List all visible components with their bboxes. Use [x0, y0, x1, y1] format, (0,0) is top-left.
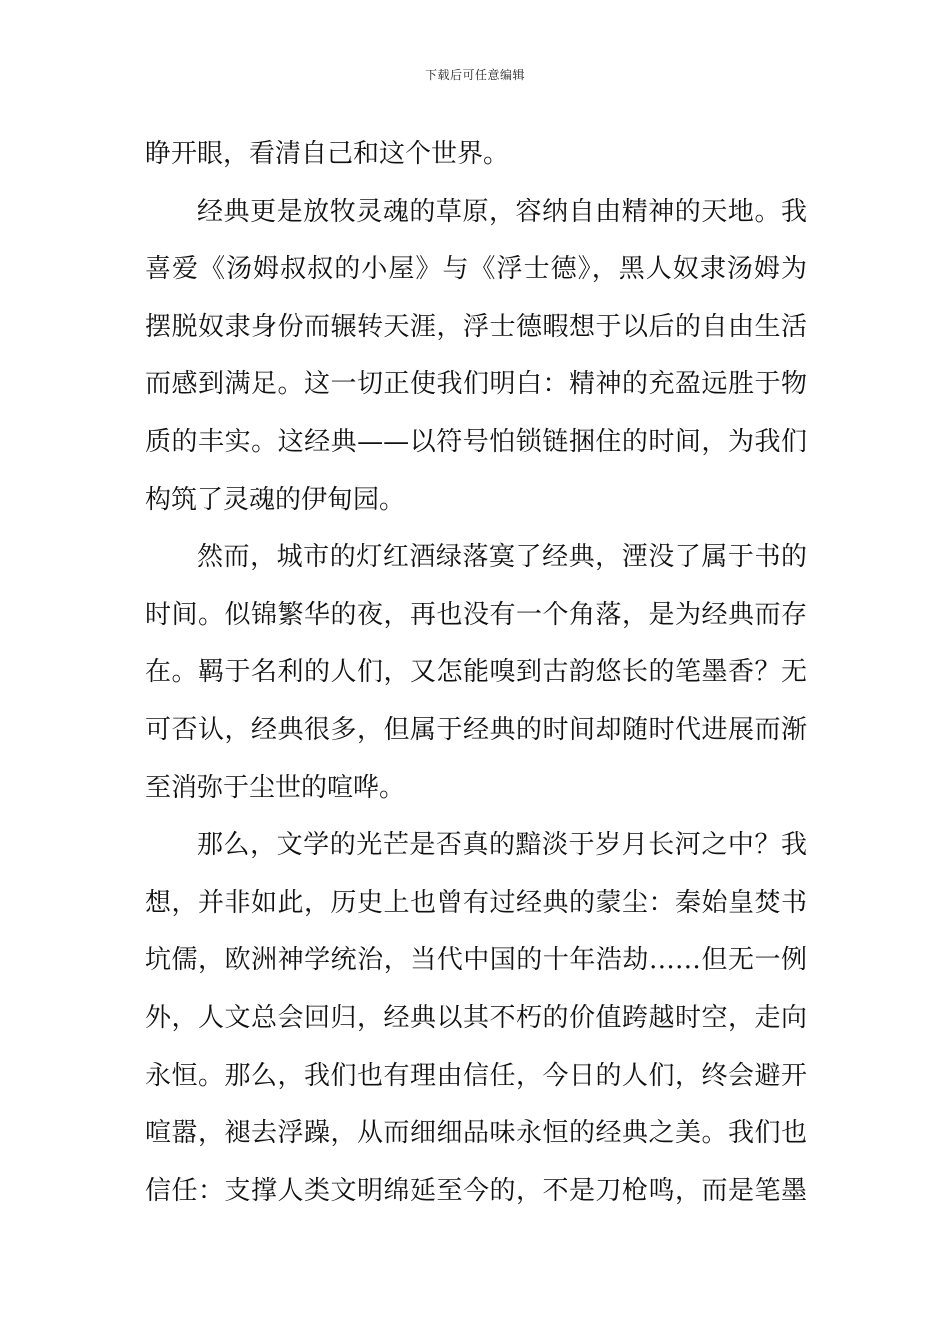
text-line: 外，人文总会回归，经典以其不朽的价值跨越时空，走向 [145, 1002, 807, 1033]
text-line: 可否认，经典很多，但属于经典的时间却随时代进展而渐 [145, 714, 807, 745]
paragraph-2 [145, 184, 807, 530]
text-line: 那么，文学的光芒是否真的黯淡于岁月长河之中？我 [197, 830, 807, 861]
paragraph-4 [145, 817, 807, 1220]
text-line: 摆脱奴隶身份而辗转天涯，浮士德暇想于以后的自由生活 [145, 311, 807, 342]
text-line: 经典更是放牧灵魂的草原，容纳自由精神的天地。我 [197, 196, 807, 227]
paragraph-1 [145, 126, 807, 184]
text-line: 喧嚣，褪去浮躁，从而细细品味永恒的经典之美。我们也 [145, 1118, 807, 1149]
text-line: 然而，城市的灯红酒绿落寞了经典，湮没了属于书的 [197, 542, 807, 573]
text-line: 构筑了灵魂的伊甸园。 [145, 484, 406, 515]
document-body [145, 126, 807, 1220]
text-line: 时间。似锦繁华的夜，再也没有一个角落，是为经典而存 [145, 599, 807, 630]
text-line: 而感到满足。这一切正使我们明白：精神的充盈远胜于物 [145, 369, 807, 400]
text-line: 在。羁于名利的人们，又怎能嗅到古韵悠长的笔墨香？无 [145, 657, 807, 688]
text-line: 至消弥于尘世的喧哗。 [145, 772, 406, 803]
page-header: 下载后可任意编辑 [424, 68, 525, 82]
text-line: 睁开眼，看清自己和这个世界。 [145, 139, 510, 169]
text-line: 坑儒，欧洲神学统治，当代中国的十年浩劫……但无一例 [145, 945, 807, 976]
text-line: 喜爱《汤姆叔叔的小屋》与《浮士德》，黑人奴隶汤姆为 [145, 254, 807, 285]
text-line: 信任：支撑人类文明绵延至今的，不是刀枪鸣，而是笔墨 [145, 1175, 807, 1206]
text-line: 质的丰实。这经典——以符号怕锁链捆住的时间，为我们 [145, 426, 807, 457]
text-line: 想，并非如此，历史上也曾有过经典的蒙尘：秦始皇焚书 [145, 887, 807, 918]
text-line: 永恒。那么，我们也有理由信任，今日的人们，终会避开 [145, 1060, 807, 1091]
paragraph-3 [145, 529, 807, 817]
